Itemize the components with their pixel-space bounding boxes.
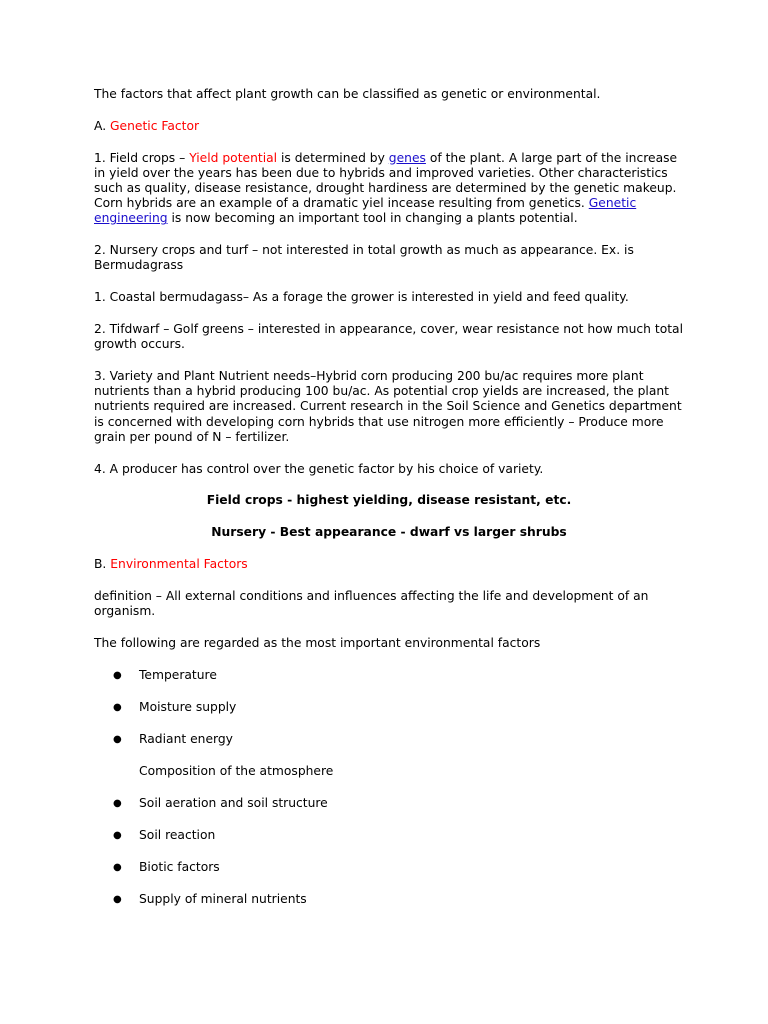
section-b-heading bbox=[94, 557, 684, 572]
list-item bbox=[94, 668, 684, 683]
genes-link[interactable]: genes bbox=[388, 150, 426, 165]
list-item bbox=[94, 796, 684, 811]
section-b-title: Environmental Factors bbox=[110, 557, 248, 571]
bullet-icon: ● bbox=[113, 669, 122, 681]
list-item bbox=[94, 828, 684, 843]
section-a-title: Genetic Factor bbox=[110, 118, 200, 133]
factor-label: Biotic factors bbox=[139, 859, 220, 874]
factor-label: Moisture supply bbox=[139, 699, 237, 714]
intro-paragraph: The factors that affect plant growth can be classified as genetic or environmental. bbox=[94, 87, 601, 101]
section-a-prefix: A. bbox=[94, 118, 111, 133]
nursery-bold-line: Nursery - Best appearance - dwarf vs larger shrubs bbox=[211, 525, 567, 540]
definition-paragraph: definition – All external conditions and influences affecting the life and development of an organism. bbox=[94, 588, 649, 618]
yield-potential-text: Yield potential bbox=[189, 150, 278, 165]
section-b-prefix: B. bbox=[94, 557, 111, 571]
genetic-engineering-link[interactable]: Genetic engineering bbox=[94, 196, 637, 226]
environmental-factors-list bbox=[94, 668, 684, 907]
factor-label: Supply of mineral nutrients bbox=[139, 891, 307, 906]
bullet-icon: ● bbox=[113, 797, 122, 809]
factor-label: Soil reaction bbox=[139, 827, 216, 842]
bullet-icon: ● bbox=[113, 733, 122, 745]
nursery-crops-paragraph: 2. Nursery crops and turf – not interested in total growth as much as appearance. Ex. is Bermudagrass bbox=[94, 243, 634, 273]
list-item bbox=[94, 892, 684, 907]
list-item bbox=[94, 764, 684, 779]
p1-tail: is now becoming an important tool in changing a plants potential. bbox=[167, 211, 578, 226]
factor-label: Soil aeration and soil structure bbox=[139, 795, 328, 810]
list-item bbox=[94, 700, 684, 715]
factor-label: Radiant energy bbox=[139, 731, 233, 746]
bullet-icon: ● bbox=[113, 861, 122, 873]
p1-mid: is determined by bbox=[277, 150, 389, 165]
variety-nutrient-paragraph: 3. Variety and Plant Nutrient needs–Hybrid corn producing 200 bu/ac requires more plant nutrients than a hybrid producing 100 bu/ac. As potential crop yields are increased, the plant nutrients required are increased. Current research in the Soil Science and Genetics department is concerned with developing corn hybrids that use nitrogen more efficiently – Produce more grain per pound of N – fertilizer. bbox=[94, 369, 682, 444]
field-crops-bold-line: Field crops - highest yielding, disease resistant, etc. bbox=[206, 493, 572, 508]
bullet-icon: ● bbox=[113, 829, 122, 841]
document-body bbox=[94, 87, 684, 924]
bullet-icon: ● bbox=[113, 893, 122, 905]
list-item bbox=[94, 860, 684, 875]
tifdwarf-paragraph: 2. Tifdwarf – Golf greens – interested in appearance, cover, wear resistance not how much total growth occurs. bbox=[94, 322, 683, 352]
p1-lead: 1. Field crops – bbox=[94, 150, 190, 165]
list-intro-paragraph: The following are regarded as the most important environmental factors bbox=[94, 635, 541, 650]
factor-label: Temperature bbox=[139, 667, 217, 682]
coastal-bermudagrass-paragraph: 1. Coastal bermudagass– As a forage the grower is interested in yield and feed quality. bbox=[94, 290, 629, 305]
field-crops-paragraph bbox=[94, 151, 684, 227]
producer-control-paragraph: 4. A producer has control over the genetic factor by his choice of variety. bbox=[94, 461, 544, 476]
factor-label: Composition of the atmosphere bbox=[139, 763, 334, 778]
bullet-icon: ● bbox=[113, 701, 122, 713]
section-a-heading bbox=[94, 119, 684, 134]
list-item bbox=[94, 732, 684, 747]
p1-after-link: of the plant. A large part of the increase in yield over the years has been due to hybrids and improved varieties. Other characteristics such as quality, disease resistance, drought hardiness are determined by the genetic makeup. Corn hybrids are an example of a dramatic yiel incease resulting from genetics. bbox=[94, 150, 678, 211]
